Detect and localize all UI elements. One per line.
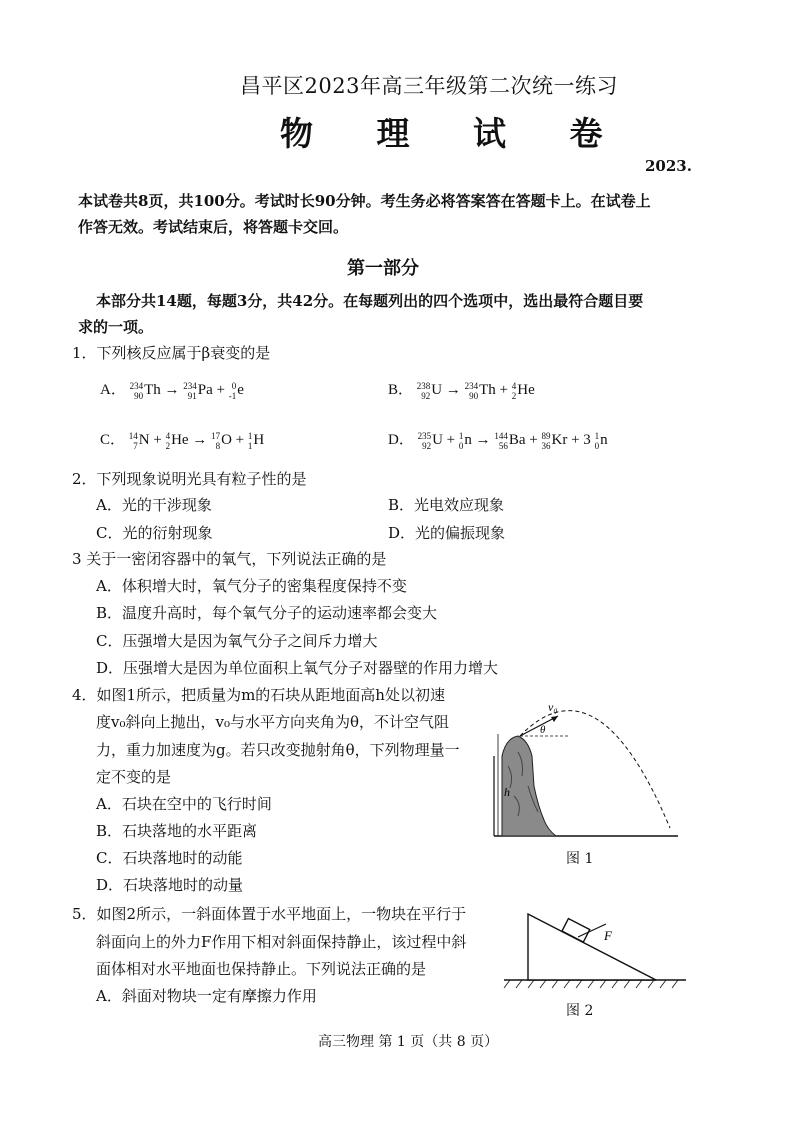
- equation-term: Ba +: [508, 432, 538, 448]
- isotope-numbers: 234 90: [129, 380, 144, 401]
- isotope-numbers: 144 56: [494, 430, 508, 451]
- exam-title: 物 理 试 卷: [280, 114, 629, 153]
- equation-term: n: [600, 432, 608, 448]
- isotope-numbers: 0 -1: [228, 380, 237, 401]
- figure-2-incline-diagram: [500, 908, 690, 1000]
- isotope-numbers: 1 1: [247, 430, 253, 451]
- figure-1-caption: 图 1: [566, 851, 594, 867]
- q5-stem-line-3: 面体相对水平地面也保持静止。下列说法正确的是: [96, 960, 427, 978]
- figure-2-caption: 图 2: [566, 1003, 594, 1019]
- q4-stem-line-4: 定不变的是: [96, 768, 172, 786]
- isotope-numbers: 234 91: [183, 380, 197, 401]
- h-label: h: [504, 785, 510, 799]
- equation-term: U →: [431, 382, 461, 398]
- q1-option-a: [100, 378, 244, 401]
- isotope-numbers: 14 7: [128, 430, 138, 451]
- q2-option-c: C．光的衍射现象: [96, 524, 213, 542]
- option-label: B．: [388, 382, 414, 398]
- part-heading: 第一部分: [347, 258, 419, 279]
- force-f-label: F: [604, 928, 612, 943]
- isotope-numbers: 1 0: [458, 430, 464, 451]
- q2-option-d: D．光的偏振现象: [388, 524, 506, 542]
- q3-option-d: D．压强增大是因为单位面积上氧气分子对器壁的作用力增大: [96, 659, 499, 677]
- equation-term: Th +: [479, 382, 508, 398]
- q4-stem-line-3: 力，重力加速度为g。若只改变抛射角θ，下列物理量一: [96, 741, 460, 759]
- equation-term: He →: [171, 432, 208, 448]
- q1-stem: 1．下列核反应属于β衰变的是: [72, 344, 271, 362]
- option-label: C．: [100, 432, 126, 448]
- ground-hatching: [504, 980, 678, 988]
- q5-stem-line-1: 5．如图2所示，一斜面体置于水平地面上，一物块在平行于: [72, 905, 467, 923]
- equation-term: n →: [464, 432, 491, 448]
- isotope-numbers: 4 2: [511, 380, 517, 401]
- q4-option-d: D．石块落地时的动量: [96, 876, 244, 894]
- isotope-numbers: 4 2: [165, 430, 171, 451]
- option-label: D．: [388, 432, 414, 448]
- isotope-numbers: 17 8: [211, 430, 221, 451]
- equation-term: He: [517, 382, 535, 398]
- q1-option-c: [100, 428, 264, 451]
- equation-term: O +: [221, 432, 245, 448]
- q4-stem-line-2: 度v₀斜向上抛出，v₀与水平方向夹角为θ，不计空气阻: [96, 713, 450, 731]
- part-instructions-2: 求的一项。: [78, 318, 154, 336]
- q2-option-b: B．光电效应现象: [388, 496, 505, 514]
- q4-option-b: B．石块落地的水平距离: [96, 822, 258, 840]
- isotope-numbers: 235 92: [417, 430, 432, 451]
- isotope-numbers: 1 0: [594, 430, 600, 451]
- equation-term: U +: [432, 432, 456, 448]
- isotope-numbers: 89 36: [541, 430, 551, 451]
- q3-option-a: A．体积增大时，氧气分子的密集程度保持不变: [96, 577, 407, 595]
- theta-label: θ: [540, 724, 546, 736]
- q4-option-a: A．石块在空中的飞行时间: [96, 795, 272, 813]
- q4-stem-line-1: 4．如图1所示，把质量为m的石块从距地面高h处以初速: [72, 686, 445, 704]
- q2-stem: 2．下列现象说明光具有粒子性的是: [72, 470, 307, 488]
- part-instructions-1: 本部分共14题，每题3分，共42分。在每题列出的四个选项中，选出最符合题目要: [96, 292, 644, 310]
- page-footer: 高三物理 第 1 页（共 8 页）: [318, 1034, 499, 1050]
- equation-term: Pa +: [197, 382, 225, 398]
- exam-header: 昌平区2023年高三年级第二次统一练习: [240, 74, 618, 98]
- v0-label: v₀: [548, 700, 558, 714]
- q1-option-b: [388, 378, 535, 401]
- isotope-numbers: 238 92: [416, 380, 431, 401]
- intro-line-1: 本试卷共8页，共100分。考试时长90分钟。考生务必将答案答在答题卡上。在试卷上: [78, 192, 651, 210]
- q1-option-d: [388, 428, 608, 451]
- intro-line-2: 作答无效。考试结束后，将答题卡交回。: [78, 218, 349, 236]
- equation-term: H: [253, 432, 265, 448]
- isotope-numbers: 234 90: [464, 380, 479, 401]
- q4-option-c: C．石块落地时的动能: [96, 849, 243, 867]
- equation-term: Kr + 3: [551, 432, 591, 448]
- equation-term: Th →: [144, 382, 180, 398]
- figure-1-projectile-diagram: [488, 696, 688, 846]
- q2-option-a: A．光的干涉现象: [96, 496, 212, 514]
- option-label: A．: [100, 382, 126, 398]
- q3-option-b: B．温度升高时，每个氧气分子的运动速率都会变大: [96, 604, 438, 622]
- q5-stem-line-2: 斜面向上的外力F作用下相对斜面保持静止，该过程中斜: [96, 933, 467, 951]
- exam-date: 2023.: [645, 157, 692, 175]
- equation-term: e: [237, 382, 244, 398]
- q3-option-c: C．压强增大是因为氧气分子之间斥力增大: [96, 632, 378, 650]
- equation-term: N +: [138, 432, 162, 448]
- q3-stem: 3 关于一密闭容器中的氧气，下列说法正确的是: [72, 550, 387, 568]
- q5-option-a: A．斜面对物块一定有摩擦力作用: [96, 987, 317, 1005]
- incline-wedge: [528, 914, 656, 980]
